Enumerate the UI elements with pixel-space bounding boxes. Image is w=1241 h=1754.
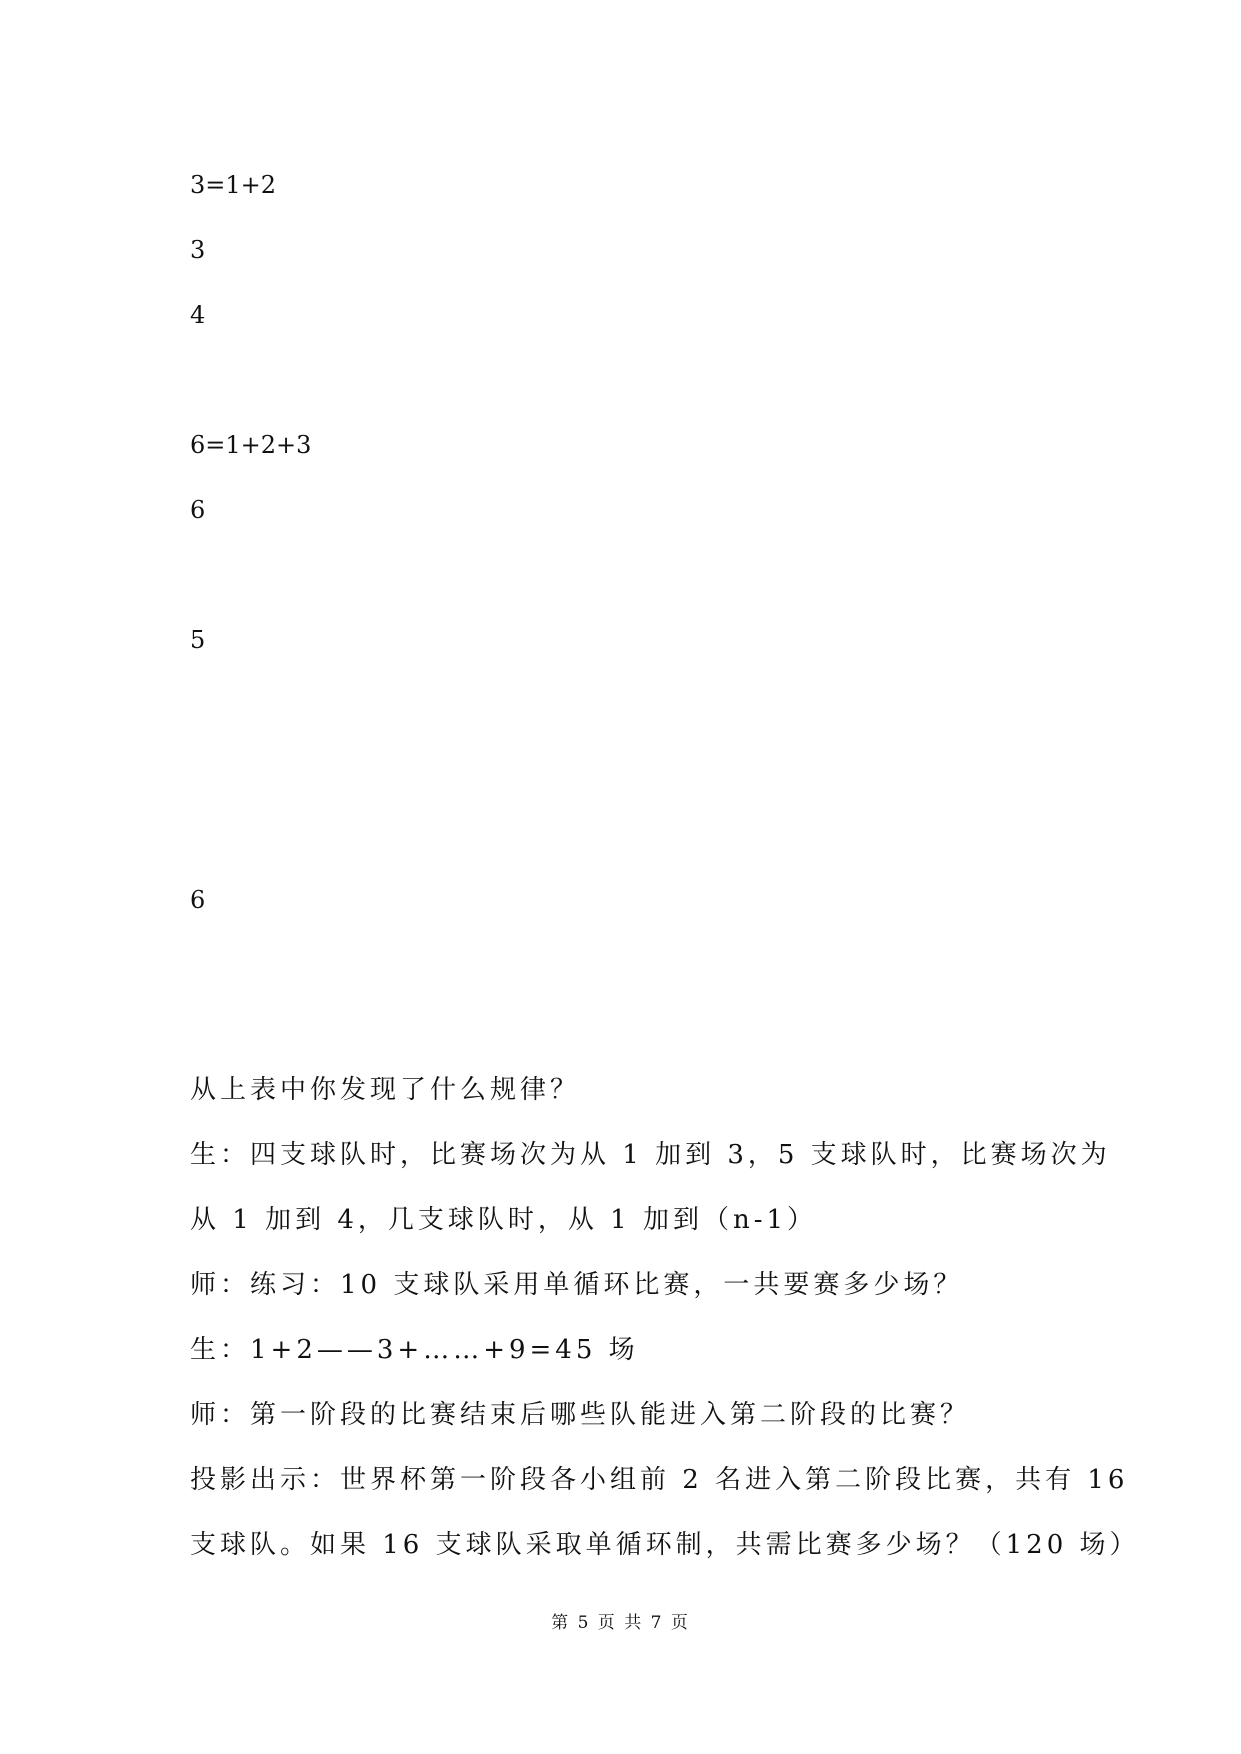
paragraph-line: 生：四支球队时，比赛场次为从 1 加到 3，5 支球队时，比赛场次为 [190,1140,1111,1170]
paragraph-line: 支球队。如果 16 支球队采取单循环制，共需比赛多少场？（120 场） [190,1530,1140,1560]
paragraph-line: 从上表中你发现了什么规律？ [190,1075,581,1105]
table-fragment: 6 [190,496,206,524]
paragraph-line: 从 1 加到 4，几支球队时，从 1 加到（n-1） [190,1205,818,1235]
paragraph-line: 师：第一阶段的比赛结束后哪些队能进入第二阶段的比赛？ [190,1400,971,1430]
table-fragment: 3=1+2 [190,171,277,199]
page-number-footer: 第 5 页 共 7 页 [551,1613,690,1633]
table-fragment: 6=1+2+3 [190,431,312,459]
paragraph-line: 师：练习：10 支球队采用单循环比赛，一共要赛多少场？ [190,1270,964,1300]
table-fragment: 5 [190,626,206,654]
paragraph-line: 生：1+2——3+……+9=45 场 [190,1335,639,1365]
paragraph-line: 投影出示：世界杯第一阶段各小组前 2 名进入第二阶段比赛，共有 16 [190,1465,1129,1495]
table-fragment: 4 [190,301,206,329]
table-fragment: 6 [190,886,206,914]
table-fragment: 3 [190,236,206,264]
